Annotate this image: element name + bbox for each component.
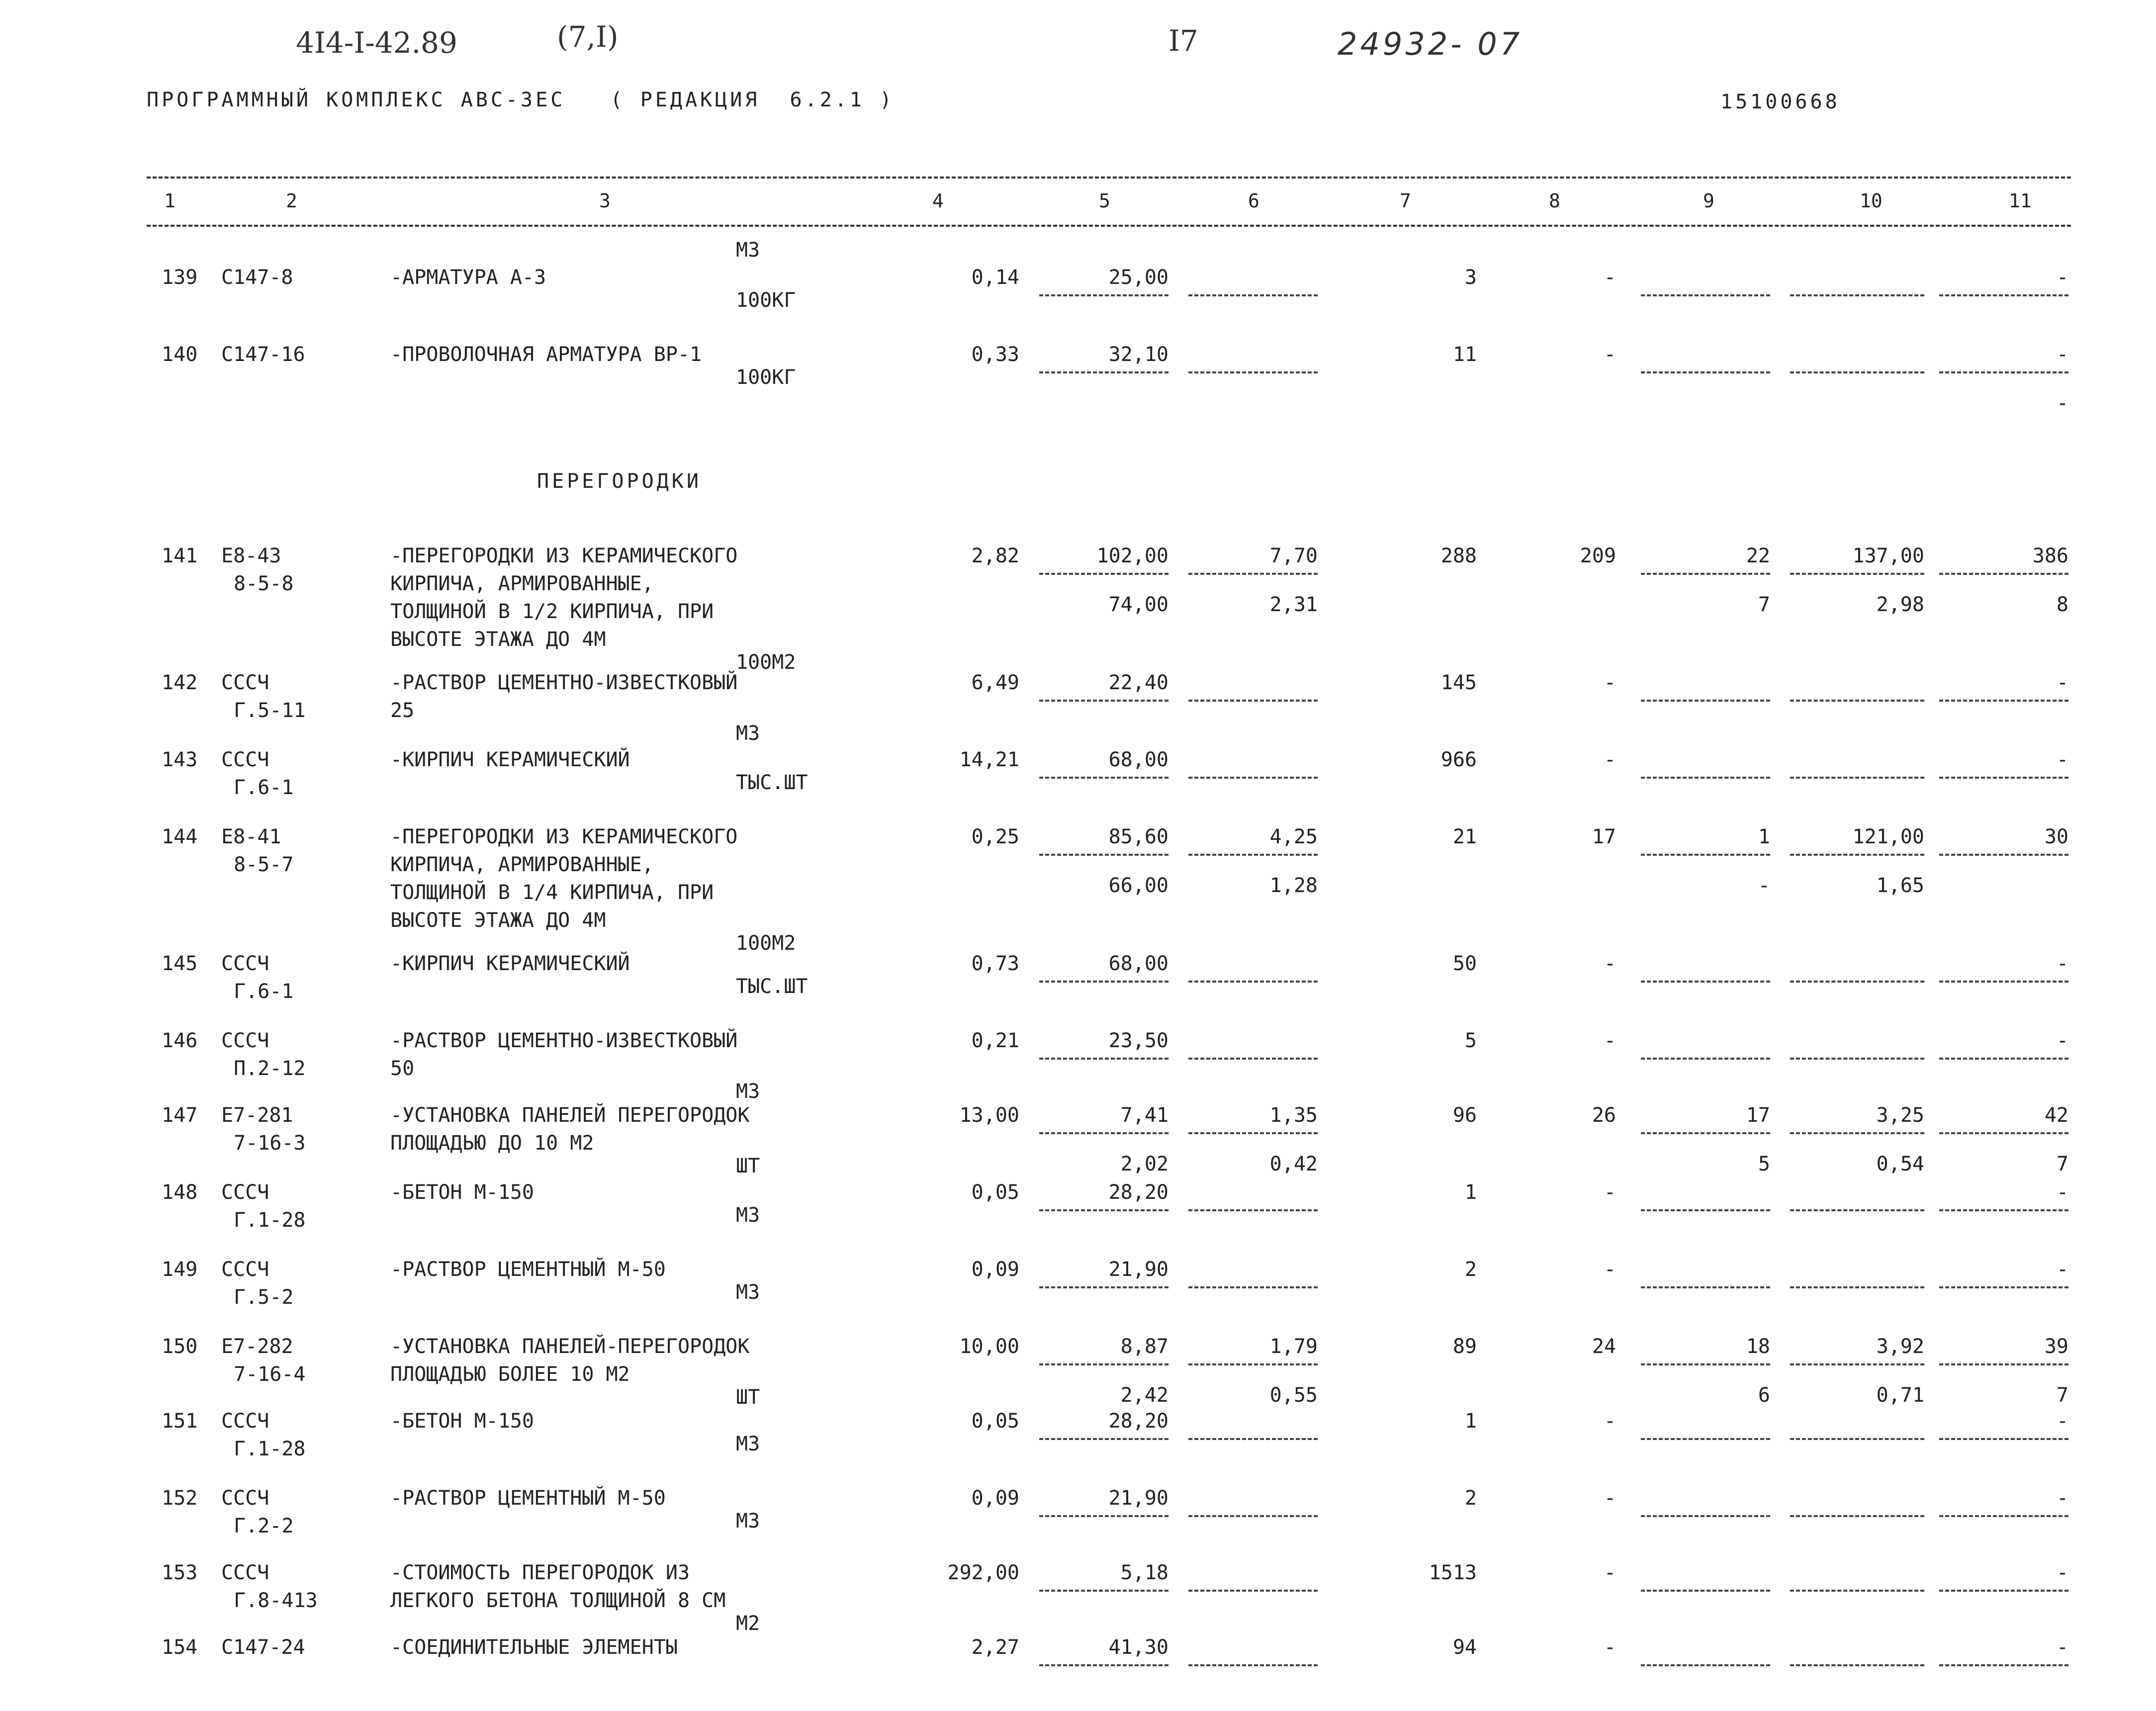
cell-divider: [1188, 1438, 1318, 1440]
cell-c8: -: [1604, 1487, 1616, 1510]
cell-n: 141: [162, 544, 198, 567]
cell-c9b: 6: [1758, 1384, 1770, 1407]
cell-divider: [1188, 1058, 1318, 1060]
cell-code2: Г.2-2: [234, 1515, 294, 1537]
cell-c7: 50: [1452, 952, 1477, 975]
cell-divider: [1188, 371, 1318, 373]
cell-unit: М3: [736, 1204, 760, 1227]
cell-c8: -: [1604, 1636, 1616, 1659]
cell-code2: 8-5-7: [234, 853, 294, 876]
cell-c9: 18: [1746, 1335, 1770, 1358]
cell-code2: 8-5-8: [234, 572, 294, 595]
cell-qty: 6,49: [971, 671, 1019, 694]
cell-c10b: 0,71: [1876, 1384, 1924, 1407]
cell-c11: 386: [2032, 544, 2068, 567]
cell-code2: 7-16-3: [234, 1132, 306, 1155]
cell-price2: 2,02: [1120, 1153, 1168, 1175]
cell-divider: [1188, 700, 1318, 702]
cell-divider: [1939, 777, 2068, 779]
cell-divider: [1039, 1209, 1168, 1211]
cell-unit: М3: [736, 1281, 760, 1304]
cell-price: 7,41: [1120, 1104, 1168, 1127]
cell-c11: -: [2056, 343, 2068, 366]
cell-qty: 0,09: [971, 1258, 1019, 1281]
cell-divider: [1188, 1664, 1318, 1666]
cell-n: 142: [162, 671, 198, 694]
program-title: ПРОГРАММНЫЙ КОМПЛЕКС АВС-3ЕС ( РЕДАКЦИЯ 6.2.1 ): [147, 89, 895, 111]
cell-divider: [1039, 700, 1168, 702]
cell-code: Е7-282: [221, 1335, 293, 1358]
cell-divider: [1188, 777, 1318, 779]
cell-n: 144: [162, 825, 198, 848]
cell-divider: [1790, 294, 1924, 296]
cell-c10: 137,00: [1852, 544, 1924, 567]
cell-divider: [1939, 371, 2068, 373]
cell-divider: [1641, 294, 1770, 296]
cell-divider: [1188, 1286, 1318, 1288]
cell-c7: 2: [1464, 1258, 1477, 1281]
cell-price: 28,20: [1108, 1410, 1168, 1433]
cell-desc: -БЕТОН М-150: [390, 1410, 534, 1433]
cell-divider: [1641, 1664, 1770, 1666]
cell-c6b: 2,31: [1269, 593, 1318, 616]
cell-divider: [1641, 1515, 1770, 1517]
cell-divider: [1641, 573, 1770, 575]
cell-divider: [1039, 1515, 1168, 1517]
cell-c11: -: [2056, 1561, 2068, 1584]
cell-c7: 96: [1452, 1104, 1477, 1127]
cell-price: 32,10: [1108, 343, 1168, 366]
cell-c11: 39: [2044, 1335, 2068, 1358]
sheet-reference: (7,I): [557, 20, 619, 54]
cell-qty: 2,27: [971, 1636, 1019, 1659]
cell-c6b: 0,42: [1269, 1153, 1318, 1175]
cell-code2: Г.5-11: [234, 699, 306, 722]
cell-code2: Г.8-413: [234, 1589, 318, 1612]
cell-divider: [1641, 981, 1770, 983]
cell-desc: -СТОИМОСТЬ ПЕРЕГОРОДОК ИЗ ЛЕГКОГО БЕТОНА ТОЛЩИНОЙ 8 СМ: [390, 1561, 726, 1612]
cell-desc: -РАСТВОР ЦЕМЕНТНЫЙ М-50: [390, 1487, 666, 1510]
cell-code2: Г.1-28: [234, 1438, 306, 1460]
cell-divider: [1790, 371, 1924, 373]
cell-divider: [1939, 573, 2068, 575]
cell-divider: [1641, 1286, 1770, 1288]
cell-divider: [1641, 1132, 1770, 1134]
cell-desc: -РАСТВОР ЦЕМЕНТНО-ИЗВЕСТКОВЫЙ 25: [390, 671, 738, 722]
cell-c8: 24: [1592, 1335, 1616, 1358]
cell-code: СССЧ: [221, 1561, 270, 1584]
cell-c8: 209: [1580, 544, 1616, 567]
cell-divider: [1939, 981, 2068, 983]
cell-code: СССЧ: [221, 1258, 270, 1281]
program-id: 15100668: [1720, 90, 1840, 113]
cell-c11b: 8: [2056, 593, 2068, 616]
cell-unit: М3: [736, 722, 760, 745]
cell-divider: [1641, 371, 1770, 373]
cell-divider: [1790, 1515, 1924, 1517]
cell-divider: [1039, 1286, 1168, 1288]
cell-price: 102,00: [1096, 544, 1168, 567]
cell-c7: 1: [1464, 1181, 1477, 1204]
cell-price2: 74,00: [1108, 593, 1168, 616]
cell-c6: 1,35: [1269, 1104, 1318, 1127]
cell-price: 22,40: [1108, 671, 1168, 694]
cell-c6b: 0,55: [1269, 1384, 1318, 1407]
cell-c11: -: [2056, 1258, 2068, 1281]
cell-code: СССЧ: [221, 1487, 270, 1510]
cell-c7: 94: [1452, 1636, 1477, 1659]
cell-code: СССЧ: [221, 748, 270, 771]
cell-unit: М3: [736, 1510, 760, 1532]
cell-unit: ШТ: [736, 1386, 760, 1409]
cell-price2: 66,00: [1108, 874, 1168, 897]
cell-divider: [1039, 981, 1168, 983]
column-header-2: 2: [286, 190, 297, 212]
cell-unit: ТЫС.ШТ: [736, 771, 808, 794]
cell-code: Е8-41: [221, 825, 281, 848]
cell-c11: -: [2056, 1410, 2068, 1433]
column-header-11: 11: [2009, 190, 2032, 212]
cell-divider: [1790, 1438, 1924, 1440]
cell-qty: 0,73: [971, 952, 1019, 975]
column-header-7: 7: [1400, 190, 1411, 212]
cell-divider: [1039, 854, 1168, 856]
cell-divider: [1939, 1058, 2068, 1060]
cell-divider: [1039, 1664, 1168, 1666]
cell-divider: [1939, 854, 2068, 856]
cell-n: 150: [162, 1335, 198, 1358]
cell-c10b: 0,54: [1876, 1153, 1924, 1175]
cell-c7: 1513: [1429, 1561, 1477, 1584]
cell-n: 143: [162, 748, 198, 771]
cell-divider: [1039, 1363, 1168, 1365]
cell-divider: [1188, 1132, 1318, 1134]
cell-c7: 288: [1440, 544, 1477, 567]
cell-c6b: 1,28: [1269, 874, 1318, 897]
cell-c9: 22: [1746, 544, 1770, 567]
cell-c7: 21: [1452, 825, 1477, 848]
cell-code: Е8-43: [221, 544, 281, 567]
cell-unit: ШТ: [736, 1155, 760, 1177]
cell-c11: -: [2056, 1636, 2068, 1659]
cell-divider: [1039, 1438, 1168, 1440]
cell-divider: [1939, 700, 2068, 702]
cell-c7: 145: [1440, 671, 1477, 694]
cell-c11: -: [2056, 1487, 2068, 1510]
cell-divider: [1188, 1515, 1318, 1517]
cell-c8: 26: [1592, 1104, 1616, 1127]
cell-c8: -: [1604, 1181, 1616, 1204]
cell-n: 139: [162, 266, 198, 289]
cell-price: 41,30: [1108, 1636, 1168, 1659]
column-header-8: 8: [1549, 190, 1560, 212]
cell-code2: П.2-12: [234, 1057, 306, 1080]
cell-c8: 17: [1592, 825, 1616, 848]
cell-c11: -: [2056, 952, 2068, 975]
cell-divider: [1939, 1438, 2068, 1440]
table-top-rule: [147, 177, 2071, 179]
cell-c9: 17: [1746, 1104, 1770, 1127]
cell-c8: -: [1604, 1258, 1616, 1281]
cell-price: 85,60: [1108, 825, 1168, 848]
cell-qty: 2,82: [971, 544, 1019, 567]
cell-divider: [1188, 573, 1318, 575]
cell-code2: Г.6-1: [234, 776, 294, 799]
cell-divider: [1790, 1286, 1924, 1288]
column-header-9: 9: [1703, 190, 1714, 212]
cell-c7: 11: [1452, 343, 1477, 366]
cell-divider: [1188, 981, 1318, 983]
cell-price: 28,20: [1108, 1181, 1168, 1204]
cell-divider: [1039, 1590, 1168, 1592]
cell-divider: [1188, 1590, 1318, 1592]
cell-divider: [1939, 1363, 2068, 1365]
cell-c7: 5: [1464, 1029, 1477, 1052]
cell-unit: М3: [736, 1433, 760, 1455]
cell-divider: [1790, 1363, 1924, 1365]
cell-unit: 100КГ: [736, 289, 796, 312]
cell-c11: 42: [2044, 1104, 2068, 1127]
cell-code: СССЧ: [221, 1410, 270, 1433]
top-unit: М3: [736, 239, 760, 262]
column-header-5: 5: [1099, 190, 1110, 212]
cell-c9b: 5: [1758, 1153, 1770, 1175]
cell-n: 152: [162, 1487, 198, 1510]
cell-c11b: 7: [2056, 1384, 2068, 1407]
cell-c8: -: [1604, 1410, 1616, 1433]
cell-desc: -СОЕДИНИТЕЛЬНЫЕ ЭЛЕМЕНТЫ: [390, 1636, 678, 1659]
cell-divider: [1790, 573, 1924, 575]
cell-price: 8,87: [1120, 1335, 1168, 1358]
cell-divider: [1790, 700, 1924, 702]
cell-desc: -УСТАНОВКА ПАНЕЛЕЙ ПЕРЕГОРОДОК ПЛОЩАДЬЮ ДО 10 М2: [390, 1104, 750, 1155]
cell-c7: 1: [1464, 1410, 1477, 1433]
cell-c11b: -: [2056, 392, 2068, 415]
cell-qty: 0,33: [971, 343, 1019, 366]
cell-c11: -: [2056, 266, 2068, 289]
cell-n: 154: [162, 1636, 198, 1659]
cell-desc: -БЕТОН М-150: [390, 1181, 534, 1204]
cell-desc: -ПРОВОЛОЧНАЯ АРМАТУРА ВР-1: [390, 343, 702, 366]
column-header-3: 3: [599, 190, 611, 212]
cell-code2: 7-16-4: [234, 1363, 306, 1386]
cell-c11: -: [2056, 748, 2068, 771]
cell-c8: -: [1604, 671, 1616, 694]
cell-divider: [1039, 573, 1168, 575]
column-header-1: 1: [164, 190, 176, 212]
cell-c6: 7,70: [1269, 544, 1318, 567]
cell-c11: -: [2056, 1181, 2068, 1204]
cell-code2: Г.6-1: [234, 980, 294, 1003]
cell-divider: [1641, 1590, 1770, 1592]
cell-price: 23,50: [1108, 1029, 1168, 1052]
cell-qty: 0,21: [971, 1029, 1019, 1052]
cell-divider: [1039, 371, 1168, 373]
cell-c6: 4,25: [1269, 825, 1318, 848]
cell-divider: [1790, 1058, 1924, 1060]
cell-divider: [1790, 1209, 1924, 1211]
table-header-rule: [147, 225, 2071, 227]
cell-divider: [1039, 294, 1168, 296]
cell-divider: [1939, 1209, 2068, 1211]
cell-unit: М2: [736, 1612, 760, 1635]
document-code: 4I4-I-42.89: [296, 26, 457, 60]
cell-desc: -КИРПИЧ КЕРАМИЧЕСКИЙ: [390, 952, 630, 975]
cell-desc: -РАСТВОР ЦЕМЕНТНО-ИЗВЕСТКОВЫЙ 50: [390, 1029, 738, 1080]
cell-c10b: 1,65: [1876, 874, 1924, 897]
cell-divider: [1641, 1363, 1770, 1365]
cell-divider: [1641, 1438, 1770, 1440]
cell-unit: 100М2: [736, 651, 796, 674]
cell-divider: [1939, 1590, 2068, 1592]
cell-divider: [1641, 1058, 1770, 1060]
cell-c9b: 7: [1758, 593, 1770, 616]
cell-divider: [1790, 854, 1924, 856]
cell-qty: 0,05: [971, 1410, 1019, 1433]
cell-n: 140: [162, 343, 198, 366]
cell-n: 145: [162, 952, 198, 975]
cell-divider: [1790, 1132, 1924, 1134]
cell-divider: [1039, 1058, 1168, 1060]
cell-n: 148: [162, 1181, 198, 1204]
cell-desc: -АРМАТУРА А-3: [390, 266, 546, 289]
cell-divider: [1939, 1132, 2068, 1134]
cell-unit: ТЫС.ШТ: [736, 975, 808, 998]
cell-c8: -: [1604, 1029, 1616, 1052]
cell-qty: 292,00: [947, 1561, 1019, 1584]
cell-n: 149: [162, 1258, 198, 1281]
cell-qty: 13,00: [959, 1104, 1019, 1127]
cell-qty: 0,05: [971, 1181, 1019, 1204]
cell-code2: Г.1-28: [234, 1209, 306, 1232]
cell-divider: [1188, 854, 1318, 856]
column-header-4: 4: [932, 190, 944, 212]
cell-code: С147-24: [221, 1636, 305, 1659]
cell-divider: [1790, 981, 1924, 983]
cell-divider: [1188, 294, 1318, 296]
cell-price: 21,90: [1108, 1487, 1168, 1510]
cell-c8: -: [1604, 952, 1616, 975]
column-header-6: 6: [1248, 190, 1259, 212]
cell-c11: 30: [2044, 825, 2068, 848]
cell-c7: 966: [1440, 748, 1477, 771]
cell-c11: -: [2056, 671, 2068, 694]
cell-price: 68,00: [1108, 748, 1168, 771]
handwritten-code: 24932- 07: [1338, 26, 1523, 62]
cell-c8: -: [1604, 343, 1616, 366]
cell-price: 25,00: [1108, 266, 1168, 289]
cell-code: С147-8: [221, 266, 293, 289]
cell-desc: -РАСТВОР ЦЕМЕНТНЫЙ М-50: [390, 1258, 666, 1281]
cell-qty: 14,21: [959, 748, 1019, 771]
cell-code: Е7-281: [221, 1104, 293, 1127]
cell-c8: -: [1604, 1561, 1616, 1584]
cell-desc: -ПЕРЕГОРОДКИ ИЗ КЕРАМИЧЕСКОГО КИРПИЧА, АРМИРОВАННЫЕ, ТОЛЩИНОЙ В 1/4 КИРПИЧА, ПРИ ВЫСОТЕ ЭТАЖА ДО 4М: [390, 825, 738, 932]
cell-divider: [1641, 1209, 1770, 1211]
cell-price2: 2,42: [1120, 1384, 1168, 1407]
cell-divider: [1039, 1132, 1168, 1134]
cell-c9b: -: [1758, 874, 1770, 897]
cell-code: СССЧ: [221, 1181, 270, 1204]
cell-c7: 3: [1464, 266, 1477, 289]
cell-price: 68,00: [1108, 952, 1168, 975]
cell-divider: [1790, 1664, 1924, 1666]
cell-code: СССЧ: [221, 952, 270, 975]
cell-c10: 3,92: [1876, 1335, 1924, 1358]
cell-desc: -КИРПИЧ КЕРАМИЧЕСКИЙ: [390, 748, 630, 771]
cell-c6: 1,79: [1269, 1335, 1318, 1358]
cell-c8: -: [1604, 748, 1616, 771]
cell-divider: [1939, 1286, 2068, 1288]
cell-unit: М3: [736, 1080, 760, 1103]
cell-c7: 2: [1464, 1487, 1477, 1510]
cell-divider: [1641, 854, 1770, 856]
cell-divider: [1039, 777, 1168, 779]
cell-divider: [1939, 1664, 2068, 1666]
cell-desc: -УСТАНОВКА ПАНЕЛЕЙ-ПЕРЕГОРОДОК ПЛОЩАДЬЮ БОЛЕЕ 10 М2: [390, 1335, 750, 1386]
cell-divider: [1790, 777, 1924, 779]
cell-n: 151: [162, 1410, 198, 1433]
cell-price: 21,90: [1108, 1258, 1168, 1281]
cell-divider: [1790, 1590, 1924, 1592]
cell-c10b: 2,98: [1876, 593, 1924, 616]
cell-qty: 0,25: [971, 825, 1019, 848]
cell-price: 5,18: [1120, 1561, 1168, 1584]
cell-c7: 89: [1452, 1335, 1477, 1358]
cell-divider: [1641, 700, 1770, 702]
cell-desc: -ПЕРЕГОРОДКИ ИЗ КЕРАМИЧЕСКОГО КИРПИЧА, АРМИРОВАННЫЕ, ТОЛЩИНОЙ В 1/2 КИРПИЧА, ПРИ ВЫСОТЕ ЭТАЖА ДО 4М: [390, 544, 738, 651]
cell-n: 153: [162, 1561, 198, 1584]
cell-divider: [1188, 1363, 1318, 1365]
column-header-10: 10: [1860, 190, 1883, 212]
cell-qty: 0,14: [971, 266, 1019, 289]
page-number: I7: [1168, 24, 1198, 58]
cell-code: С147-16: [221, 343, 305, 366]
cell-divider: [1641, 777, 1770, 779]
section-title: ПЕРЕГОРОДКИ: [537, 470, 702, 493]
cell-c8: -: [1604, 266, 1616, 289]
cell-c11: -: [2056, 1029, 2068, 1052]
cell-divider: [1188, 1209, 1318, 1211]
cell-divider: [1939, 294, 2068, 296]
cell-n: 146: [162, 1029, 198, 1052]
cell-c10: 3,25: [1876, 1104, 1924, 1127]
cell-c9: 1: [1758, 825, 1770, 848]
cell-unit: 100КГ: [736, 366, 796, 389]
cell-c11b: 7: [2056, 1153, 2068, 1175]
cell-code: СССЧ: [221, 1029, 270, 1052]
cell-c10: 121,00: [1852, 825, 1924, 848]
cell-qty: 0,09: [971, 1487, 1019, 1510]
cell-divider: [1939, 1515, 2068, 1517]
cell-code2: Г.5-2: [234, 1286, 294, 1309]
cell-n: 147: [162, 1104, 198, 1127]
cell-code: СССЧ: [221, 671, 270, 694]
cell-qty: 10,00: [959, 1335, 1019, 1358]
cell-unit: 100М2: [736, 932, 796, 955]
